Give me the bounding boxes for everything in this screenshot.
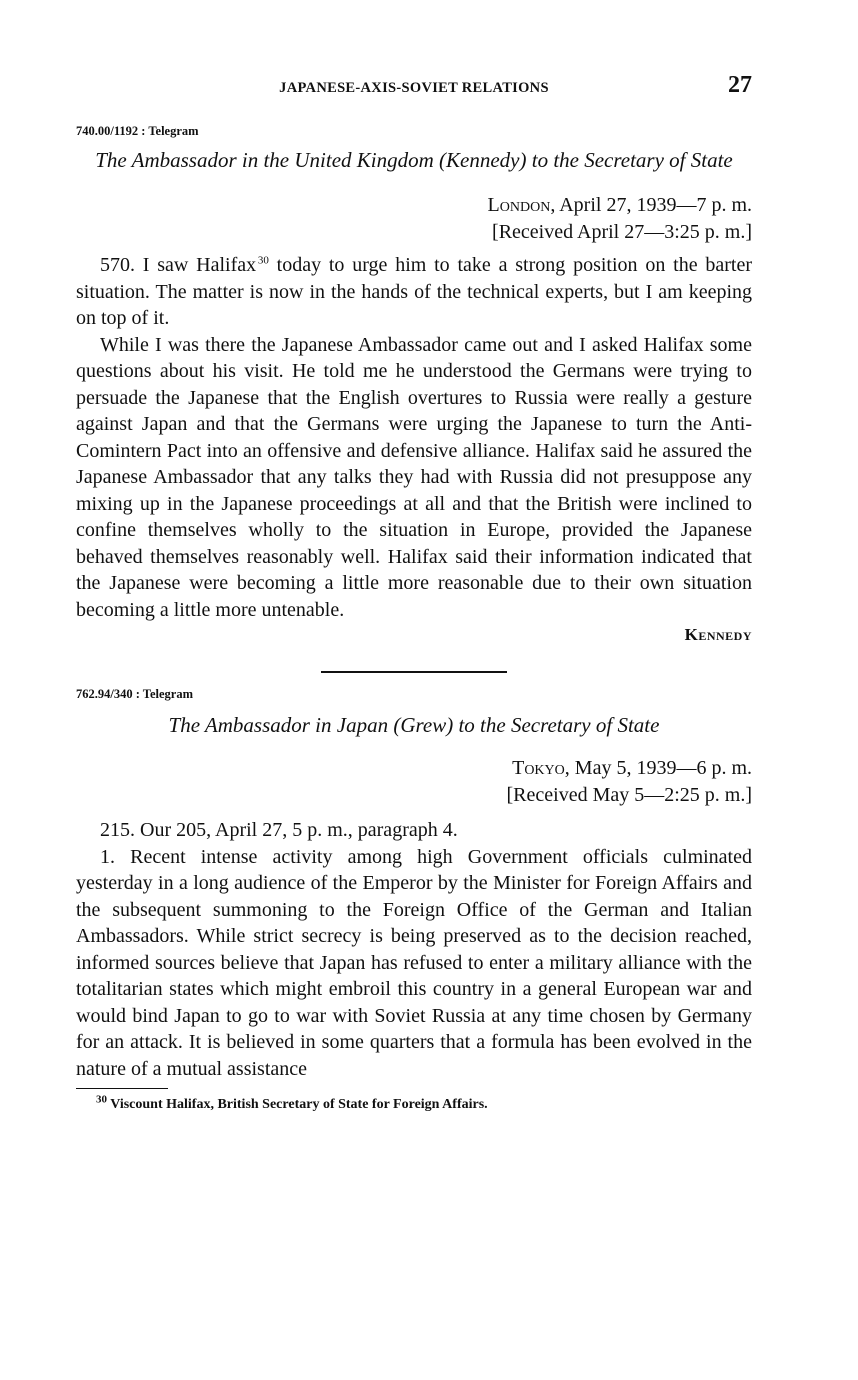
- footnote: [76, 1093, 752, 1113]
- received-line: [Received May 5—2:25 p. m.]: [506, 784, 752, 806]
- footnote-reference[interactable]: 30: [257, 254, 269, 267]
- document-title: The Ambassador in the United Kingdom (Kennedy) to the Secretary of State: [95, 148, 733, 172]
- paragraph: 1. Recent intense activity among high Government officials culminated yesterday in a long audience of the Emperor by the Minister for Foreign Affairs and the subsequent summoning to the Foreign Office of the German and Italian Ambassadors. While strict secrecy is being preserved as to the decision reached, informed sources believe that Japan has refused to enter a military alliance with the totalitarian states which might embroil this country in a general European war and would bind Japan to go to war with Soviet Russia at any time chosen by Germany for an attack. It is believed in some quarters that a formula has been evolved in the nature of a mutual assistance: [76, 845, 752, 1080]
- paragraph: While I was there the Japanese Ambassador came out and I asked Halifax some questions about his visit. He told me he understood the Germans were trying to persuade the Japanese that the English overtures to Russia were really a gesture against Japan and that the Germans were urging the Japanese to turn the Anti-Comintern Pact into an offensive and defensive alliance. Halifax said he assured the Japanese Ambassador that any talks they had with Russia did not presuppose any mixing up in the Japanese proceedings at all and that the British were inclined to confine themselves wholly to the situation in Europe, provided the Japanese behaved themselves reasonably well. Halifax said their information indicated that the Japanese were becoming a little more reasonable due to their own situation becoming a little more untenable.: [76, 333, 752, 621]
- file-reference: 762.94/340 : Telegram: [76, 687, 194, 701]
- received-line: [Received April 27—3:25 p. m.]: [492, 221, 752, 243]
- dateline: [76, 755, 752, 809]
- dateline: [76, 192, 752, 246]
- paragraph: [76, 252, 752, 332]
- dateline-date: , April 27, 1939—7 p. m.: [550, 194, 752, 216]
- telegram-grew: [76, 687, 752, 1082]
- footnote-mark: 30: [96, 1093, 107, 1106]
- telegram-kennedy: [76, 124, 752, 645]
- file-reference: 740.00/1192 : Telegram: [76, 124, 199, 138]
- dateline-date: , May 5, 1939—6 p. m.: [564, 757, 752, 779]
- section-divider: [321, 671, 507, 673]
- footnote-rule: [76, 1088, 168, 1089]
- paragraph-text: today to urge him to take a strong position on the barter situation. The matter is now in the hands of the technical experts, but I am keeping on top of it.: [76, 254, 753, 329]
- paragraph: 215. Our 205, April 27, 5 p. m., paragraph 4.: [100, 819, 458, 841]
- footnote-text: Viscount Halifax, British Secretary of State for Foreign Affairs.: [107, 1097, 488, 1112]
- dateline-place: London: [487, 194, 551, 216]
- paragraph-text: 570. I saw Halifax: [100, 254, 257, 276]
- telegram-body: [76, 252, 752, 623]
- page-number: 27: [728, 72, 752, 98]
- signature: Kennedy: [684, 625, 752, 644]
- running-header: [76, 70, 752, 104]
- telegram-body: [76, 817, 752, 1082]
- dateline-place: Tokyo: [512, 757, 565, 779]
- document-title: The Ambassador in Japan (Grew) to the Secretary of State: [168, 713, 660, 737]
- running-title: JAPANESE-AXIS-SOVIET RELATIONS: [279, 80, 549, 96]
- document-page: [76, 70, 752, 1113]
